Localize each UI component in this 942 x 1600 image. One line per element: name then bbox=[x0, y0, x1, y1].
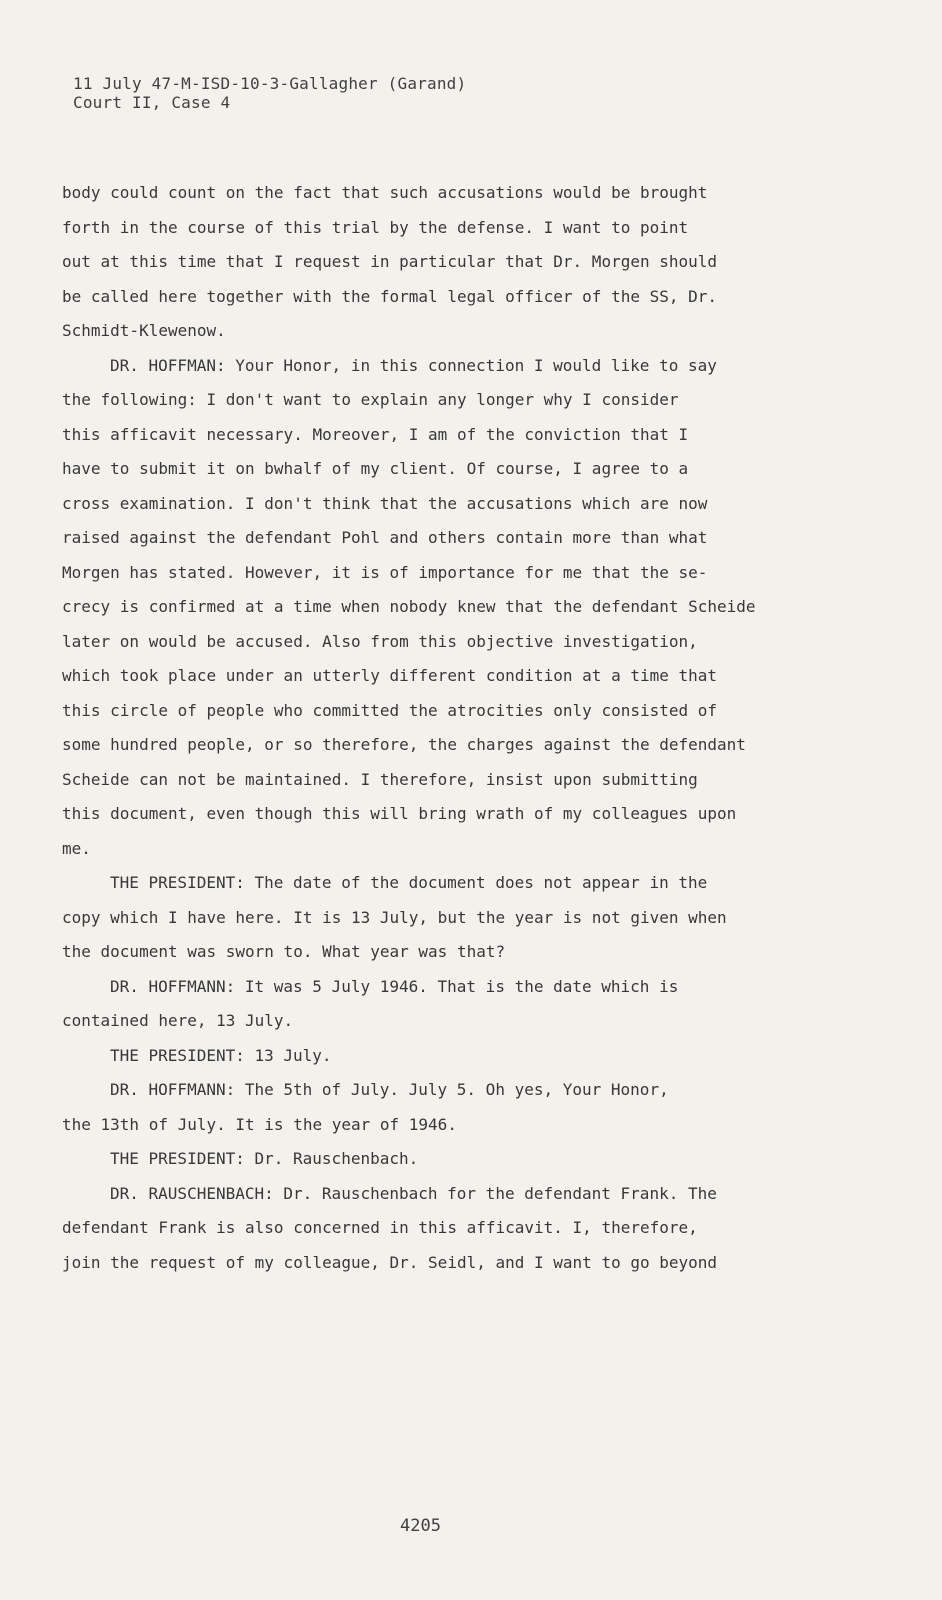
text-line: join the request of my colleague, Dr. Seidl, and I want to go beyond bbox=[62, 1252, 718, 1272]
text-line: raised against the defendant Pohl and others contain more than what bbox=[62, 528, 708, 547]
text-line: be called here together with the formal legal officer of the SS, Dr. bbox=[62, 286, 718, 306]
text-line: contained here, 13 July. bbox=[62, 1011, 294, 1030]
transcript-body bbox=[62, 176, 862, 1280]
text-line: DR. RAUSCHENBACH: Dr. Rauschenbach for the defendant Frank. The bbox=[110, 1183, 717, 1203]
text-line: later on would be accused. Also from this objective investigation, bbox=[62, 631, 698, 651]
text-line: crecy is confirmed at a time when nobody knew that the defendant Scheide bbox=[62, 597, 756, 616]
header-line-1: 11 July 47-M-ISD-10-3-Gallagher (Garand) bbox=[73, 74, 467, 93]
text-line: me. bbox=[62, 838, 91, 858]
text-line: out at this time that I request in particular that Dr. Morgen should bbox=[62, 252, 718, 271]
text-line: THE PRESIDENT: 13 July. bbox=[110, 1045, 332, 1065]
text-line: defendant Frank is also concerned in this afficavit. I, therefore, bbox=[62, 1218, 698, 1237]
text-line: which took place under an utterly different condition at a time that bbox=[62, 666, 718, 685]
text-line: THE PRESIDENT: The date of the document does not appear in the bbox=[110, 873, 708, 892]
text-line: Scheide can not be maintained. I therefore, insist upon submitting bbox=[62, 769, 698, 789]
text-line: some hundred people, or so therefore, the charges against the defendant bbox=[62, 735, 746, 754]
text-line: the 13th of July. It is the year of 1946. bbox=[62, 1114, 457, 1134]
text-line: DR. HOFFMAN: Your Honor, in this connection I would like to say bbox=[110, 355, 717, 375]
text-line: Schmidt-Klewenow. bbox=[62, 321, 226, 340]
text-line: cross examination. I don't think that the accusations which are now bbox=[62, 493, 708, 513]
text-line: forth in the course of this trial by the defense. I want to point bbox=[62, 217, 689, 237]
document-header bbox=[73, 74, 466, 112]
text-line: DR. HOFFMANN: It was 5 July 1946. That is the date which is bbox=[110, 976, 679, 996]
text-line: body could count on the fact that such accusations would be brought bbox=[62, 183, 708, 202]
text-line: have to submit it on bwhalf of my client. Of course, I agree to a bbox=[62, 459, 689, 478]
header-line-2: Court II, Case 4 bbox=[73, 93, 231, 112]
text-line: Morgen has stated. However, it is of importance for me that the se- bbox=[62, 562, 708, 582]
text-line: THE PRESIDENT: Dr. Rauschenbach. bbox=[110, 1149, 419, 1168]
page-number: 4205 bbox=[400, 1516, 441, 1536]
text-line: the document was sworn to. What year was that? bbox=[62, 942, 506, 961]
text-line: this circle of people who committed the atrocities only consisted of bbox=[62, 700, 718, 720]
text-line: this document, even though this will bring wrath of my colleagues upon bbox=[62, 804, 737, 823]
text-line: the following: I don't want to explain any longer why I consider bbox=[62, 390, 679, 409]
text-line: DR. HOFFMANN: The 5th of July. July 5. Oh yes, Your Honor, bbox=[110, 1080, 669, 1099]
text-line: copy which I have here. It is 13 July, but the year is not given when bbox=[62, 907, 727, 927]
text-line: this afficavit necessary. Moreover, I am of the conviction that I bbox=[62, 424, 689, 444]
